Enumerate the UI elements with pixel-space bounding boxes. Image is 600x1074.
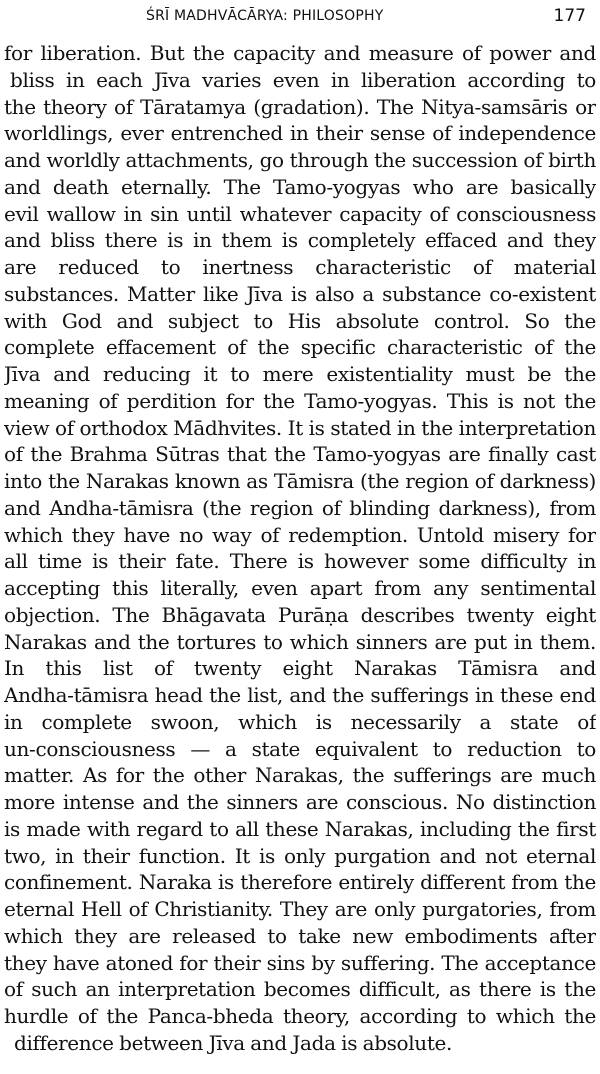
text-line: difference between Jīva and Jada is absolute. — [14, 1030, 453, 1055]
text-line: and Andha-tāmisra (the region of blinding darkness), from — [4, 495, 596, 520]
text-line: objection. The Bhāgavata Purāṇa describes twenty eight — [4, 602, 596, 627]
running-head — [0, 6, 600, 28]
text-line: Jīva and reducing it to mere existentiality must be the — [4, 362, 596, 386]
text-line: Andha-tāmisra head the list, and the sufferings in these end — [4, 683, 596, 707]
text-line: Narakas and the tortures to which sinners are put in them. — [4, 629, 596, 654]
text-line: of such an interpretation becomes difficult, as there is the — [4, 977, 596, 1002]
text-line: which they have no way of redemption. Untold misery for — [4, 522, 596, 547]
text-line: In this list of twenty eight Narakas Tāmisra and — [4, 656, 596, 681]
body-text — [4, 40, 596, 1057]
page-number: 177 — [553, 6, 586, 26]
text-line: hurdle of the Panca-bheda theory, according to which the — [4, 1004, 596, 1028]
text-line: substances. Matter like Jīva is also a substance co-existent — [4, 281, 596, 306]
text-line: accepting this literally, even apart from any sentimental — [4, 576, 596, 600]
text-line: eternal Hell of Christianity. They are only purgatories, from — [4, 897, 596, 921]
text-line: into the Narakas known as Tāmisra (the region of darkness) — [4, 469, 596, 493]
text-line: two, in their function. It is only purgation and not eternal — [4, 843, 596, 868]
text-line: and worldly attachments, go through the succession of birth — [4, 148, 596, 172]
text-line: in complete swoon, which is necessarily a state of — [4, 709, 596, 734]
text-line: worldlings, ever entrenched in their sense of independence — [4, 121, 596, 146]
text-line: complete effacement of the specific characteristic of the — [4, 335, 596, 360]
text-line: matter. As for the other Narakas, the sufferings are much — [4, 763, 596, 788]
text-line: and death eternally. The Tamo-yogyas who are basically — [4, 174, 596, 199]
text-line: all time is their fate. There is however some difficulty in — [4, 549, 596, 574]
text-line: is made with regard to all these Narakas, including the first — [4, 816, 596, 841]
text-line: un-consciousness — a state equivalent to reduction to — [4, 736, 596, 761]
text-line: more intense and the sinners are conscious. No distinction — [4, 790, 596, 814]
text-line: are reduced to inertness characteristic of material — [4, 255, 596, 279]
text-line: they have atoned for their sins by suffering. The acceptance — [4, 950, 596, 975]
text-line: evil wallow in sin until whatever capacity of consciousness — [4, 201, 596, 226]
text-line: view of orthodox Mādhvites. It is stated in the interpretation — [4, 415, 596, 440]
text-line: with God and subject to His absolute control. So the — [4, 308, 596, 333]
text-line: of the Brahma Sūtras that the Tamo-yogyas are finally cast — [4, 442, 596, 467]
text-line: bliss in each Jīva varies even in liberation according to — [10, 67, 596, 92]
text-line: for liberation. But the capacity and measure of power and — [4, 41, 596, 65]
text-line: which they are released to take new embodiments after — [4, 923, 596, 948]
text-line: confinement. Naraka is therefore entirely different from the — [4, 870, 596, 895]
text-line: the theory of Tāratamya (gradation). The Nitya-samsāris or — [4, 94, 596, 119]
text-line: meaning of perdition for the Tamo-yogyas. This is not the — [4, 388, 596, 413]
text-line: and bliss there is in them is completely effaced and they — [4, 228, 596, 253]
running-title: ŚRĪ MADHVĀCĀRYA: PHILOSOPHY — [146, 8, 384, 24]
